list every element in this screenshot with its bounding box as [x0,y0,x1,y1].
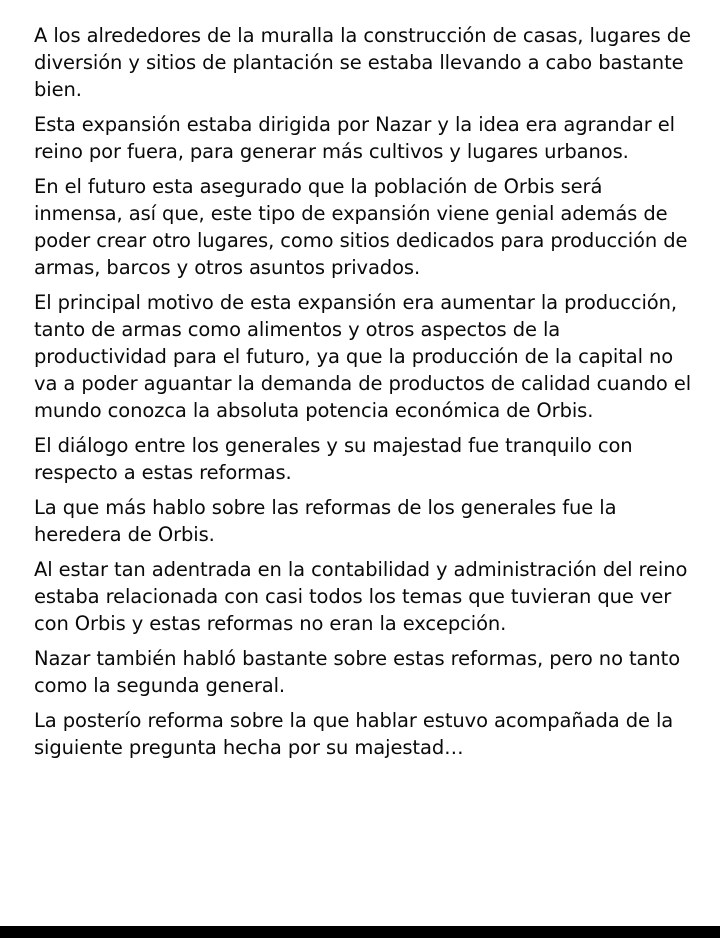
paragraph-3: En el futuro esta asegurado que la población de Orbis será inmensa, así que, este tipo de expansión viene genial además de poder crear otro lugares, como sitios dedicados para producción de armas, barcos y otros asuntos privados. [34,175,688,279]
paragraph-5: El diálogo entre los generales y su majestad fue tranquilo con respecto a estas reformas. [34,434,633,484]
paragraph-9: La posterío reforma sobre la que hablar estuvo acompañada de la siguiente pregunta hecha por su majestad… [34,709,674,759]
paragraph-2: Esta expansión estaba dirigida por Nazar y la idea era agrandar el reino por fuera, para generar más cultivos y lugares urbanos. [34,113,675,163]
paragraph-1: A los alrededores de la muralla la construcción de casas, lugares de diversión y sitios de plantación se estaba llevando a cabo bastante bien. [34,24,691,101]
bottom-edge-bar [0,926,720,938]
paragraph-8: Nazar también habló bastante sobre estas reformas, pero no tanto como la segunda general. [34,647,681,697]
document-body [34,22,694,769]
paragraph-4: El principal motivo de esta expansión era aumentar la producción, tanto de armas como alimentos y otros aspectos de la productividad para el futuro, ya que la producción de la capital no va a poder aguantar la demanda de productos de calidad cuando el mundo conozca la absoluta potencia económica de Orbis. [34,291,692,422]
paragraph-6: La que más hablo sobre las reformas de los generales fue la heredera de Orbis. [34,496,617,546]
paragraph-7: Al estar tan adentrada en la contabilidad y administración del reino estaba relacionada con casi todos los temas que tuvieran que ver con Orbis y estas reformas no eran la excepción. [34,558,688,635]
